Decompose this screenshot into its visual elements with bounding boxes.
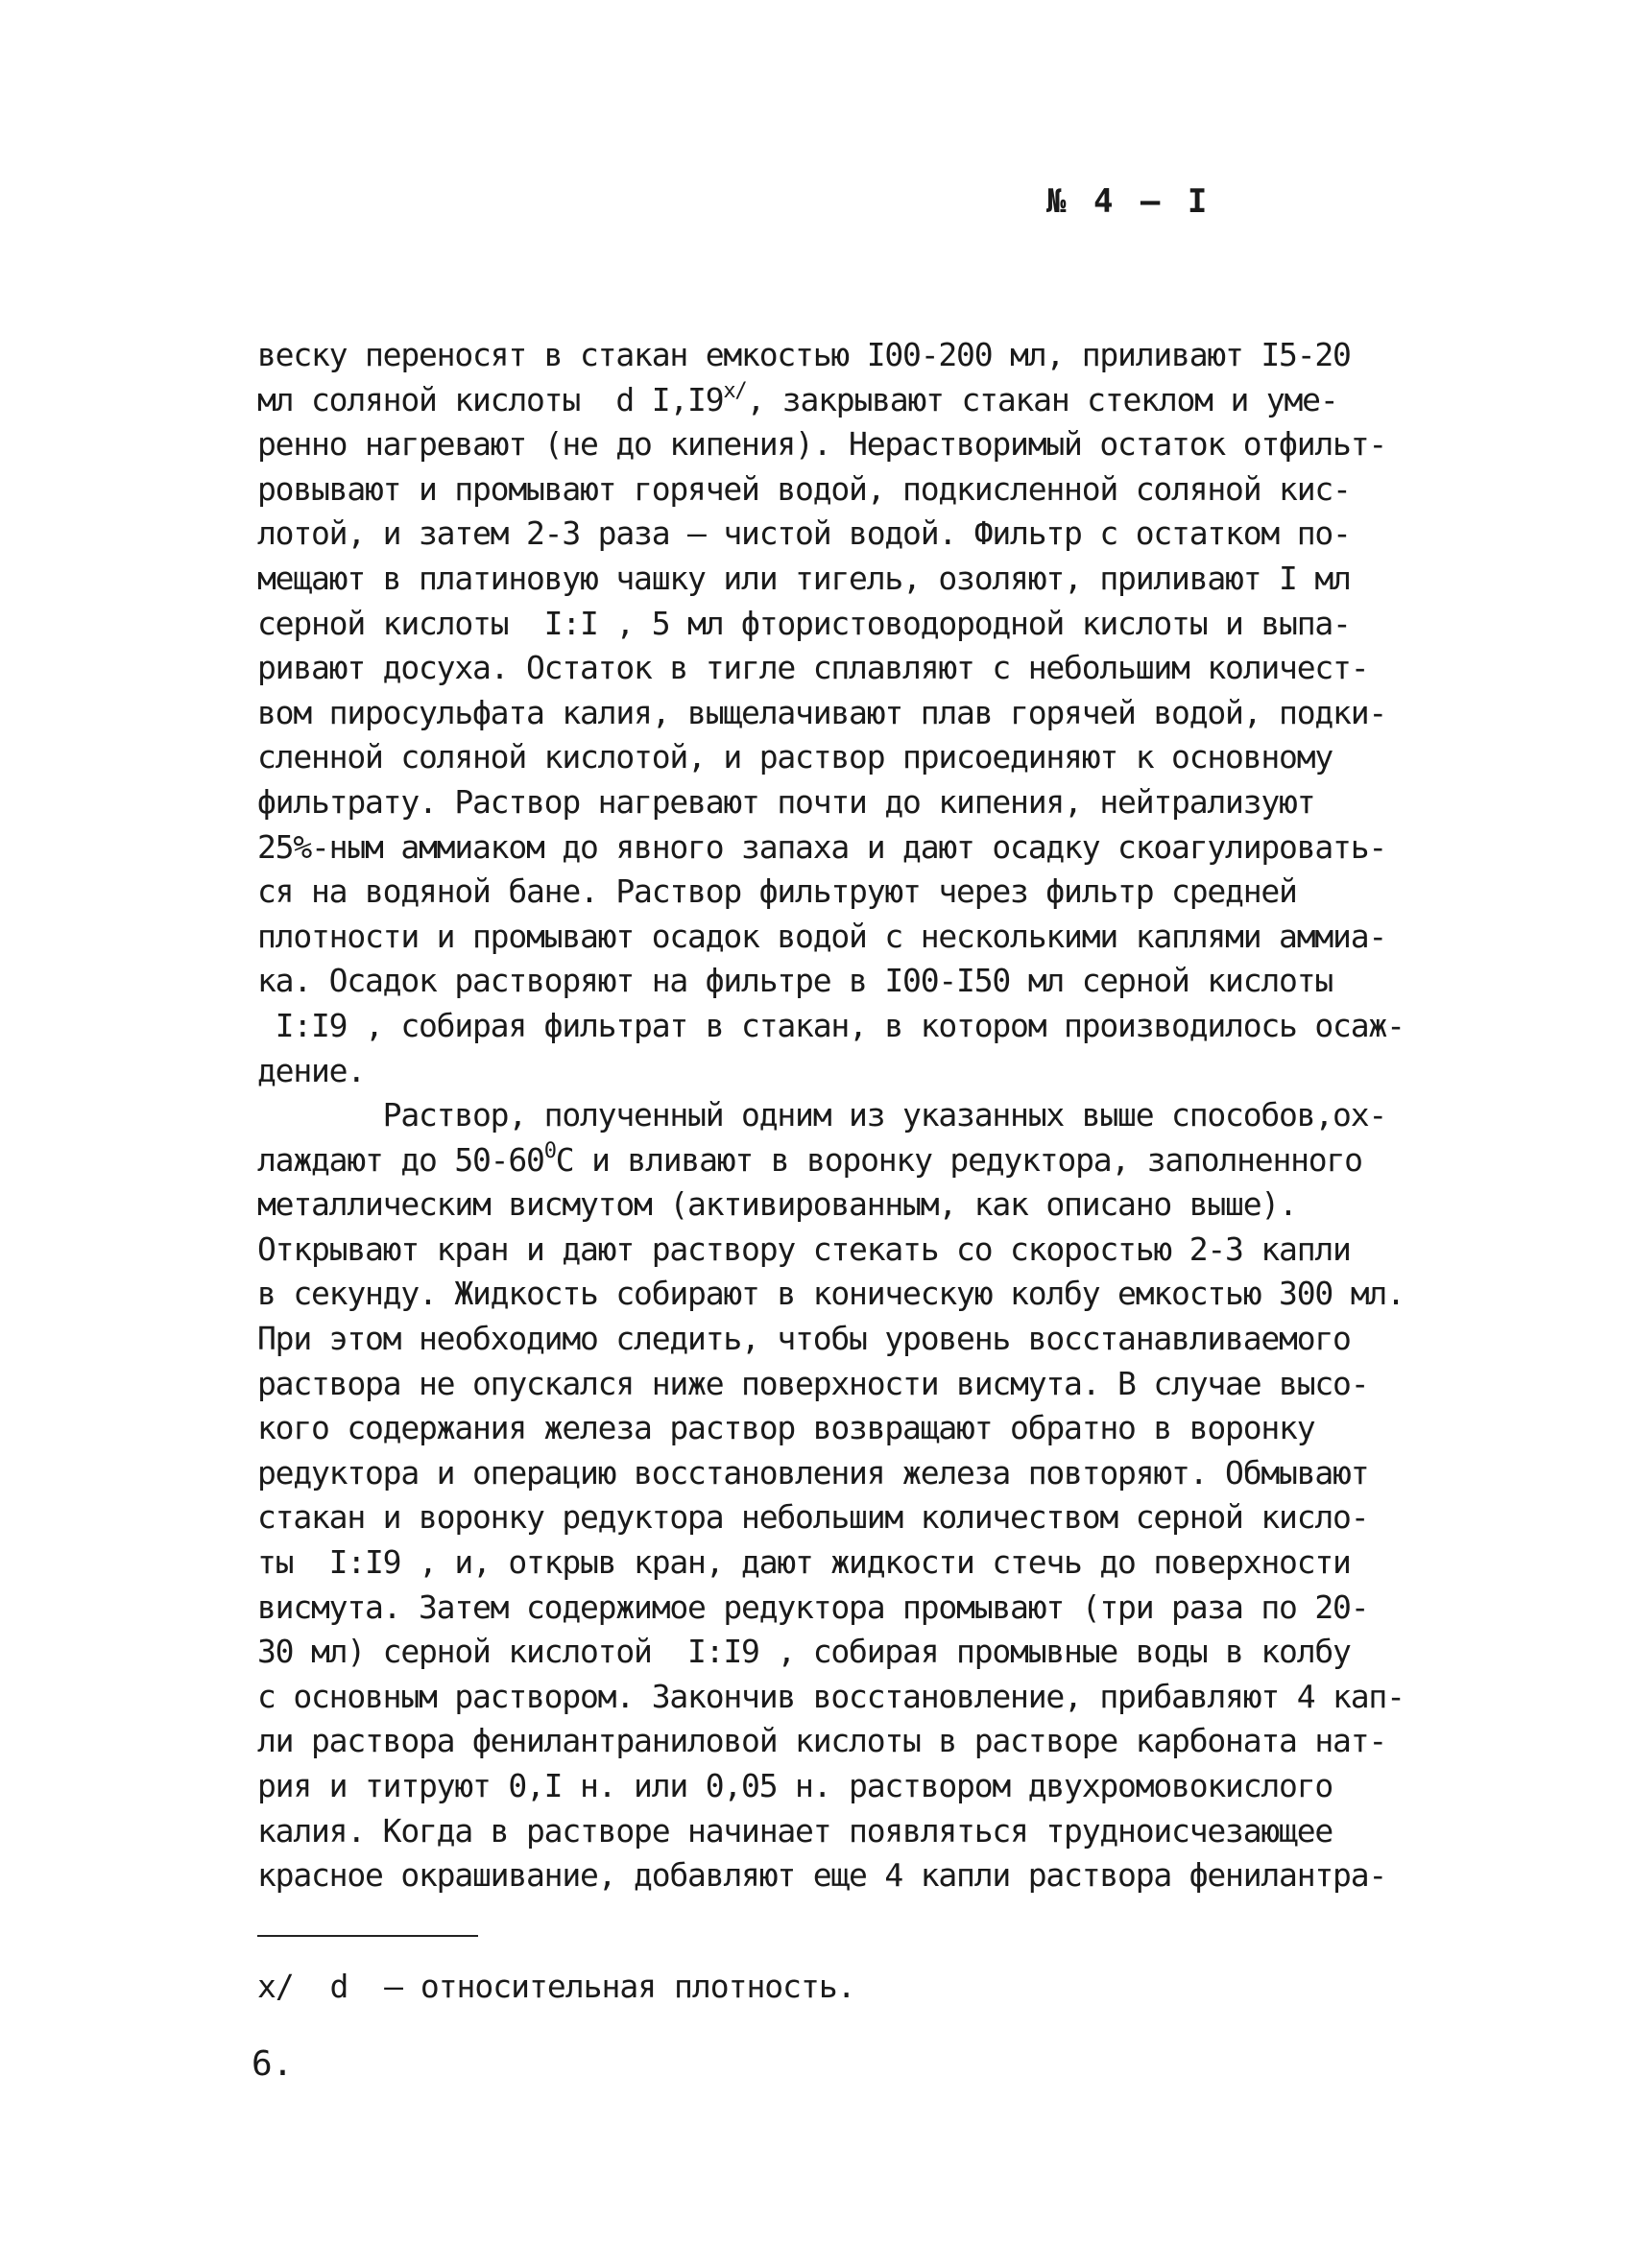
body-text xyxy=(257,333,1448,1898)
text-line: фильтрату. Раствор нагревают почти до кипения, нейтрализуют xyxy=(257,782,1315,821)
footnote-text: d – относительная плотность. xyxy=(293,1968,855,2005)
paragraph xyxy=(257,1093,1448,1898)
text-line: 30 мл) серной кислотой I:I9 , собирая промывные воды в колбу xyxy=(257,1633,1351,1671)
text-line: кого содержания железа раствор возвращают обратно в воронку xyxy=(257,1409,1315,1447)
page-header: № 4 – I xyxy=(1046,182,1212,221)
footnote-divider xyxy=(257,1935,478,1937)
text-line: ся на водяной бане. Раствор фильтруют через фильтр средней xyxy=(257,872,1297,911)
text-line: серной кислоты I:I , 5 мл фтористоводородной кислоты и выпа- xyxy=(257,604,1351,642)
text-line: ты I:I9 , и, открыв кран, дают жидкости стечь до поверхности xyxy=(257,1543,1351,1582)
page-number: 6. xyxy=(252,2044,294,2084)
text-line: При этом необходимо следить, чтобы уровень восстанавливаемого xyxy=(257,1320,1351,1358)
text-line: с основным раствором. Закончив восстановление, прибавляют 4 кап- xyxy=(257,1677,1405,1715)
footnote-marker: x/ xyxy=(257,1968,294,2005)
text-line: раствора не опускался ниже поверхности висмута. В случае высо- xyxy=(257,1364,1369,1402)
text-line: I:I9 , собирая фильтрат в стакан, в котором производилось осаж- xyxy=(257,1006,1405,1044)
text-line: дение. xyxy=(257,1051,366,1089)
text-line-part: С и вливают в воронку редуктора, заполненного xyxy=(555,1140,1362,1179)
text-line xyxy=(257,378,1448,423)
text-line: мещают в платиновую чашку или тигель, озоляют, приливают I мл xyxy=(257,559,1351,597)
text-line: ровывают и промывают горячей водой, подкисленной соляной кис- xyxy=(257,469,1351,508)
footnote xyxy=(257,1968,855,2005)
text-line: вом пиросульфата калия, выщелачивают плав горячей водой, подки- xyxy=(257,693,1387,731)
text-line: калия. Когда в растворе начинает появляться трудноисчезающее xyxy=(257,1811,1333,1850)
text-line xyxy=(257,1138,1448,1183)
text-line: Открывают кран и дают раствору стекать со скоростью 2-3 капли xyxy=(257,1229,1351,1268)
text-line: ли раствора фенилантраниловой кислоты в растворе карбоната нат- xyxy=(257,1722,1387,1760)
text-line: ривают досуха. Остаток в тигле сплавляют с небольшим количест- xyxy=(257,649,1369,687)
footnote-reference: x/ xyxy=(723,378,747,403)
text-line: в секунду. Жидкость собирают в коническую колбу емкостью 300 мл. xyxy=(257,1275,1405,1313)
paragraph xyxy=(257,333,1448,1093)
text-line: стакан и воронку редуктора небольшим количеством серной кисло- xyxy=(257,1498,1369,1537)
text-line: Раствор, полученный одним из указанных выше способов,ох- xyxy=(257,1096,1387,1134)
text-line: ренно нагревают (не до кипения). Нерастворимый остаток отфильт- xyxy=(257,425,1387,464)
text-line: плотности и промывают осадок водой с несколькими каплями аммиа- xyxy=(257,917,1387,955)
text-line: висмута. Затем содержимое редуктора промывают (три раза по 20- xyxy=(257,1588,1369,1626)
text-line: металлическим висмутом (активированным, как описано выше). xyxy=(257,1185,1297,1224)
text-line-part: , закрывают стакан стеклом и уме- xyxy=(746,380,1338,418)
text-line: ка. Осадок растворяют на фильтре в I00-I50 мл серной кислоты xyxy=(257,962,1333,1000)
text-line: рия и титруют 0,I н. или 0,05 н. раствором двухромовокислого xyxy=(257,1767,1333,1804)
text-line-part: мл соляной кислоты d I,I9 xyxy=(257,380,724,418)
text-line: веску переносят в стакан емкостью I00-200 мл, приливают I5-20 xyxy=(257,336,1351,373)
text-line: редуктора и операцию восстановления железа повторяют. Обмывают xyxy=(257,1453,1369,1492)
degree-superscript: 0 xyxy=(543,1138,556,1163)
text-line-part: лаждают до 50-60 xyxy=(257,1140,544,1179)
text-line: лотой, и затем 2-3 раза – чистой водой. Фильтр с остатком по- xyxy=(257,514,1351,553)
text-line: 25%-ным аммиаком до явного запаха и дают осадку скоагулировать- xyxy=(257,827,1387,866)
text-line: сленной соляной кислотой, и раствор присоединяют к основному xyxy=(257,738,1333,776)
text-line: красное окрашивание, добавляют еще 4 капли раствора фенилантра- xyxy=(257,1856,1387,1895)
